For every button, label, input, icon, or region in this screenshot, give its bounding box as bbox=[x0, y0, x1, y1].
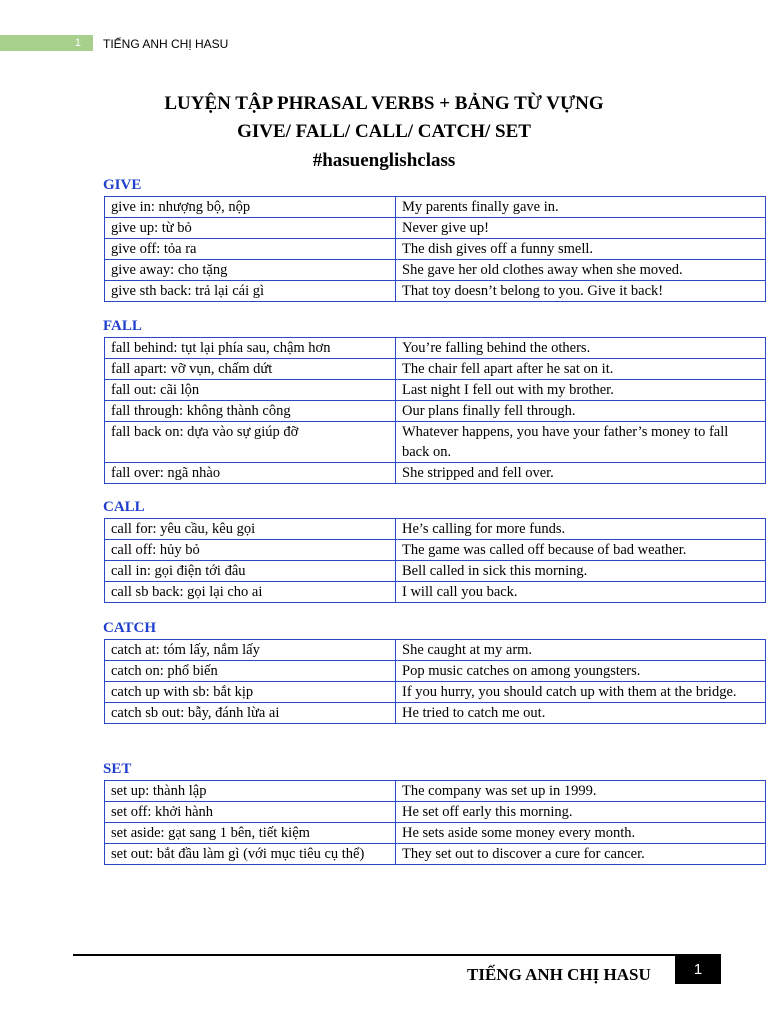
phrasal-verb-cell: call in: gọi điện tới đâu bbox=[105, 561, 396, 582]
table-row bbox=[105, 218, 766, 239]
table-row bbox=[105, 239, 766, 260]
header-text: TIẾNG ANH CHỊ HASU bbox=[103, 37, 229, 51]
table-row bbox=[105, 640, 766, 661]
phrasal-verb-cell: catch at: tóm lấy, nắm lấy bbox=[105, 640, 396, 661]
table-row bbox=[105, 359, 766, 380]
section-title-give: GIVE bbox=[103, 177, 142, 193]
phrasal-verb-cell: catch on: phổ biến bbox=[105, 661, 396, 682]
phrasal-verb-cell: fall back on: dựa vào sự giúp đỡ bbox=[105, 422, 396, 463]
phrasal-verb-cell: fall over: ngã nhào bbox=[105, 463, 396, 484]
vocab-table-catch bbox=[104, 639, 766, 724]
phrasal-verb-cell: call sb back: gọi lại cho ai bbox=[105, 582, 396, 603]
vocab-table-call bbox=[104, 518, 766, 603]
example-cell: The game was called off because of bad weather. bbox=[396, 540, 766, 561]
section-title-fall: FALL bbox=[103, 318, 142, 334]
phrasal-verb-cell: fall apart: vỡ vụn, chấm dứt bbox=[105, 359, 396, 380]
footer-page-number: 1 bbox=[675, 955, 721, 984]
example-cell: He tried to catch me out. bbox=[396, 703, 766, 724]
table-row bbox=[105, 260, 766, 281]
example-cell: The dish gives off a funny smell. bbox=[396, 239, 766, 260]
table-row bbox=[105, 463, 766, 484]
example-cell: He set off early this morning. bbox=[396, 802, 766, 823]
vocab-table-give bbox=[104, 196, 766, 302]
example-cell: Last night I fell out with my brother. bbox=[396, 380, 766, 401]
example-cell: I will call you back. bbox=[396, 582, 766, 603]
table-row bbox=[105, 661, 766, 682]
example-cell: She caught at my arm. bbox=[396, 640, 766, 661]
phrasal-verb-cell: call off: hủy bỏ bbox=[105, 540, 396, 561]
phrasal-verb-cell: fall through: không thành công bbox=[105, 401, 396, 422]
section-title-catch: CATCH bbox=[103, 620, 157, 636]
phrasal-verb-cell: set aside: gạt sang 1 bên, tiết kiệm bbox=[105, 823, 396, 844]
page-title-hashtag: #hasuenglishclass bbox=[312, 150, 456, 171]
phrasal-verb-cell: give off: tỏa ra bbox=[105, 239, 396, 260]
example-cell: The chair fell apart after he sat on it. bbox=[396, 359, 766, 380]
example-cell: If you hurry, you should catch up with them at the bridge. bbox=[396, 682, 766, 703]
phrasal-verb-cell: give sth back: trả lại cái gì bbox=[105, 281, 396, 302]
table-row bbox=[105, 703, 766, 724]
example-cell: Pop music catches on among youngsters. bbox=[396, 661, 766, 682]
table-row bbox=[105, 380, 766, 401]
table-row bbox=[105, 281, 766, 302]
table-row bbox=[105, 422, 766, 463]
example-cell: She stripped and fell over. bbox=[396, 463, 766, 484]
table-row bbox=[105, 561, 766, 582]
table-row bbox=[105, 519, 766, 540]
phrasal-verb-cell: call for: yêu cầu, kêu gọi bbox=[105, 519, 396, 540]
phrasal-verb-cell: catch up with sb: bắt kịp bbox=[105, 682, 396, 703]
example-cell: Whatever happens, you have your father’s money to fall back on. bbox=[396, 422, 766, 463]
phrasal-verb-cell: set up: thành lập bbox=[105, 781, 396, 802]
example-cell: Bell called in sick this morning. bbox=[396, 561, 766, 582]
table-row bbox=[105, 682, 766, 703]
section-title-set: SET bbox=[103, 761, 132, 777]
table-row bbox=[105, 401, 766, 422]
vocab-table-fall bbox=[104, 337, 766, 484]
page-title-line1: LUYỆN TẬP PHRASAL VERBS + BẢNG TỪ VỰNG bbox=[164, 93, 604, 114]
table-row bbox=[105, 823, 766, 844]
example-cell: The company was set up in 1999. bbox=[396, 781, 766, 802]
footer-text: TIẾNG ANH CHỊ HASU bbox=[467, 965, 651, 984]
table-row bbox=[105, 338, 766, 359]
phrasal-verb-cell: give away: cho tặng bbox=[105, 260, 396, 281]
phrasal-verb-cell: fall out: cãi lộn bbox=[105, 380, 396, 401]
phrasal-verb-cell: give up: từ bỏ bbox=[105, 218, 396, 239]
example-cell: Never give up! bbox=[396, 218, 766, 239]
table-row bbox=[105, 802, 766, 823]
table-row bbox=[105, 540, 766, 561]
example-cell: He’s calling for more funds. bbox=[396, 519, 766, 540]
phrasal-verb-cell: set off: khởi hành bbox=[105, 802, 396, 823]
header-page-number: 1 bbox=[0, 35, 93, 51]
table-row bbox=[105, 781, 766, 802]
example-cell: That toy doesn’t belong to you. Give it back! bbox=[396, 281, 766, 302]
table-row bbox=[105, 582, 766, 603]
example-cell: Our plans finally fell through. bbox=[396, 401, 766, 422]
phrasal-verb-cell: set out: bắt đầu làm gì (với mục tiêu cụ thể) bbox=[105, 844, 396, 865]
example-cell: They set out to discover a cure for cancer. bbox=[396, 844, 766, 865]
phrasal-verb-cell: give in: nhượng bộ, nộp bbox=[105, 197, 396, 218]
example-cell: You’re falling behind the others. bbox=[396, 338, 766, 359]
example-cell: He sets aside some money every month. bbox=[396, 823, 766, 844]
section-title-call: CALL bbox=[103, 499, 145, 515]
table-row bbox=[105, 844, 766, 865]
table-row bbox=[105, 197, 766, 218]
vocab-table-set bbox=[104, 780, 766, 865]
page-title-line2: GIVE/ FALL/ CALL/ CATCH/ SET bbox=[237, 121, 531, 142]
example-cell: She gave her old clothes away when she moved. bbox=[396, 260, 766, 281]
footer-divider bbox=[73, 954, 721, 956]
phrasal-verb-cell: catch sb out: bẫy, đánh lừa ai bbox=[105, 703, 396, 724]
example-cell: My parents finally gave in. bbox=[396, 197, 766, 218]
phrasal-verb-cell: fall behind: tụt lại phía sau, chậm hơn bbox=[105, 338, 396, 359]
